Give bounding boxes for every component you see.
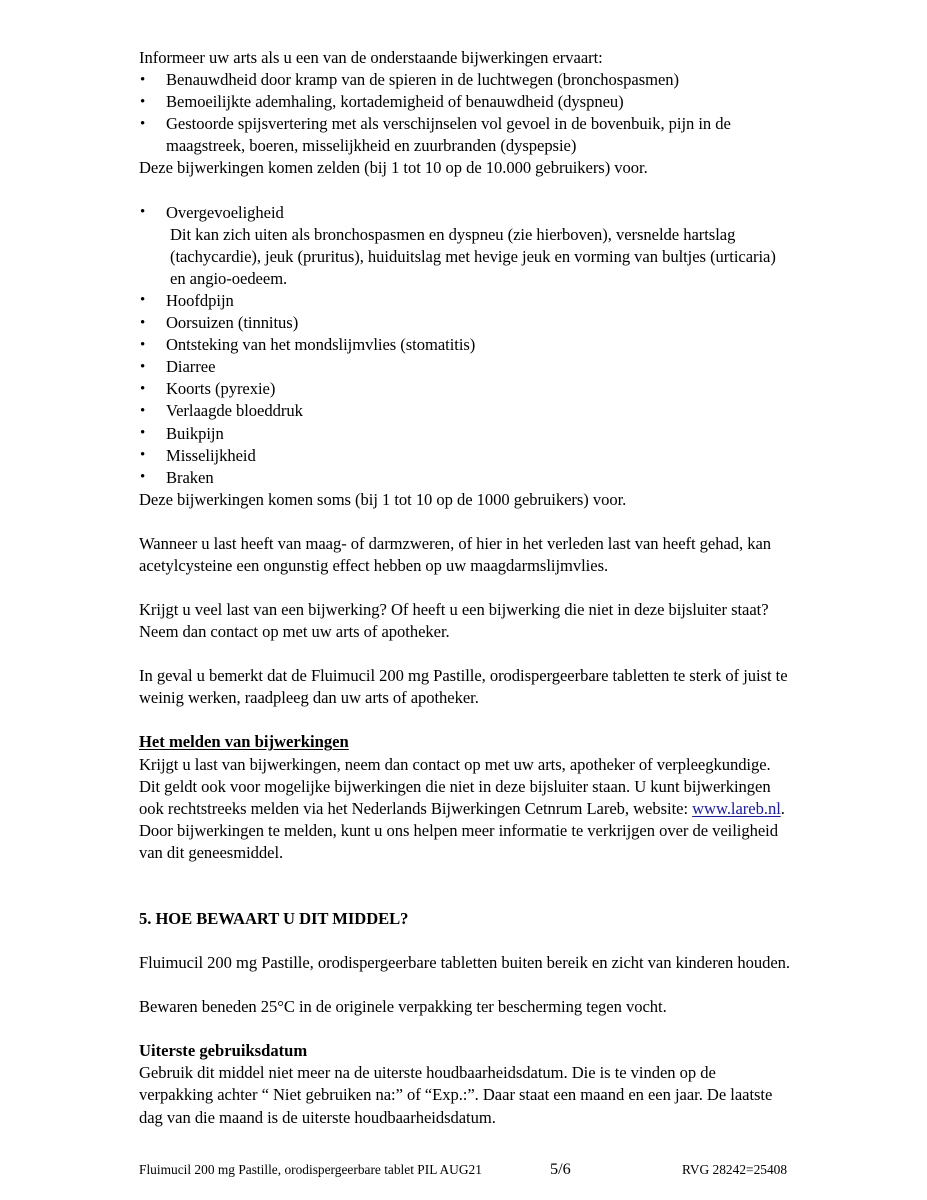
list-item: • Diarree [139,356,791,378]
spacer [139,930,791,952]
list-item-label: Overgevoeligheid [166,202,284,222]
list-item: • Benauwdheid door kramp van de spieren in de luchtwegen (bronchospasmen) [139,69,791,91]
intro-lead-text: Informeer uw arts als u een van de onderstaande bijwerkingen ervaart: [139,48,603,67]
list-item: • Misselijkheid [139,445,791,467]
paragraph-report-side-effects: Krijgt u veel last van een bijwerking? Of heeft u een bijwerking die niet in deze bijsluiter staat? Neem dan contact op met uw arts of apotheker. [139,600,769,642]
side-effects-rare-list [139,69,791,157]
list-item-detail: Dit kan zich uiten als bronchospasmen en dyspneu (zie hierboven), versnelde hartslag (tachycardie), jeuk (pruritus), huiduitslag met hevige jeuk en vorming van bultjes (urticaria) en angio-oedeem. [170,224,776,288]
spacer [139,709,791,731]
reporting-text-after-link: . Door bijwerkingen te melden, kunt u ons helpen meer informatie te verkrijgen over de veiligheid van dit geneesmiddel. [139,798,785,862]
reporting-heading: Het melden van bijwerkingen [139,732,349,752]
spacer [139,180,791,202]
list-item: • Hoofdpijn [139,290,791,312]
footer-rvg-number: RVG 28242=25408 [682,1162,788,1177]
side-effects-uncommon-list [139,202,791,489]
footer-page-number: 5/6 [550,1160,571,1178]
lareb-website-link[interactable]: www.lareb.nl [692,798,781,818]
footer-document-reference: Fluimucil 200 mg Pastille, orodispergeerbare tablet PIL AUG21 [139,1162,482,1177]
page-footer [139,1161,809,1183]
page-content [139,47,791,1129]
list-item-hypersensitivity [139,202,791,290]
list-item: • Ontsteking van het mondslijmvlies (stomatitis) [139,334,791,356]
list-item: • Bemoeilijkte ademhaling, kortademigheid of benauwdheid (dyspneu) [139,91,791,113]
frequency-note-rare: Deze bijwerkingen komen zelden (bij 1 tot 10 op de 10.000 gebruikers) voor. [139,158,648,178]
list-item: • Verlaagde bloeddruk [139,400,791,422]
section-5-paragraph-2: Bewaren beneden 25°C in de originele verpakking ter bescherming tegen vocht. [139,997,667,1017]
reporting-paragraph [139,754,791,864]
paragraph-gastric-ulcers: Wanneer u last heeft van maag- of darmzweren, of hier in het verleden last van heeft gehad, kan acetylcysteine een ongunstig effect hebben op uw maagdarmslijmvlies. [139,533,772,575]
list-item: • Oorsuizen (tinnitus) [139,312,791,334]
expiry-date-subheading: Uiterste gebruiksdatum [139,1041,308,1061]
section-5-paragraph-3: Gebruik dit middel niet meer na de uiterste houdbaarheidsdatum. Die is te vinden op de verpakking achter “ Niet gebruiken na:” of “Exp.:”. Daar staat een maand en een jaar. De laatste dag van die maand is de uiterste houdbaarheidsdatum. [139,1063,773,1127]
spacer [139,974,791,996]
paragraph-too-strong-too-weak: In geval u bemerkt dat de Fluimucil 200 mg Pastille, orodispergeerbare tabletten te sterk of juist te weinig werken, raadpleeg dan uw arts of apotheker. [139,666,788,708]
list-item: • Braken [139,467,791,489]
reporting-heading-row [139,731,791,753]
section-5-heading: 5. HOE BEWAART U DIT MIDDEL? [139,909,409,928]
frequency-note-uncommon: Deze bijwerkingen komen soms (bij 1 tot 10 op de 1000 gebruikers) voor. [139,489,627,509]
spacer [139,511,791,533]
spacer [139,643,791,665]
reporting-text-before-link: Krijgt u last van bijwerkingen, neem dan contact op met uw arts, apotheker of verpleegkundige. Dit geldt ook voor mogelijke bijwerkingen die niet in deze bijsluiter staan. U kunt bijwerkingen ook rechtstreeks melden via het Nederlands Bijwerkingen Cetnrum Lareb, website: [139,754,771,818]
spacer [139,1018,791,1040]
spacer [139,577,791,599]
list-item: • Koorts (pyrexie) [139,378,791,400]
list-item: • Gestoorde spijsvertering met als verschijnselen vol gevoel in de bovenbuik, pijn in de maagstreek, boeren, misselijkheid en zuurbranden (dyspepsie) [139,113,791,157]
section-5-paragraph-1: Fluimucil 200 mg Pastille, orodispergeerbare tabletten buiten bereik en zicht van kinderen houden. [139,953,790,973]
spacer [139,864,791,908]
list-item: • Buikpijn [139,423,791,445]
